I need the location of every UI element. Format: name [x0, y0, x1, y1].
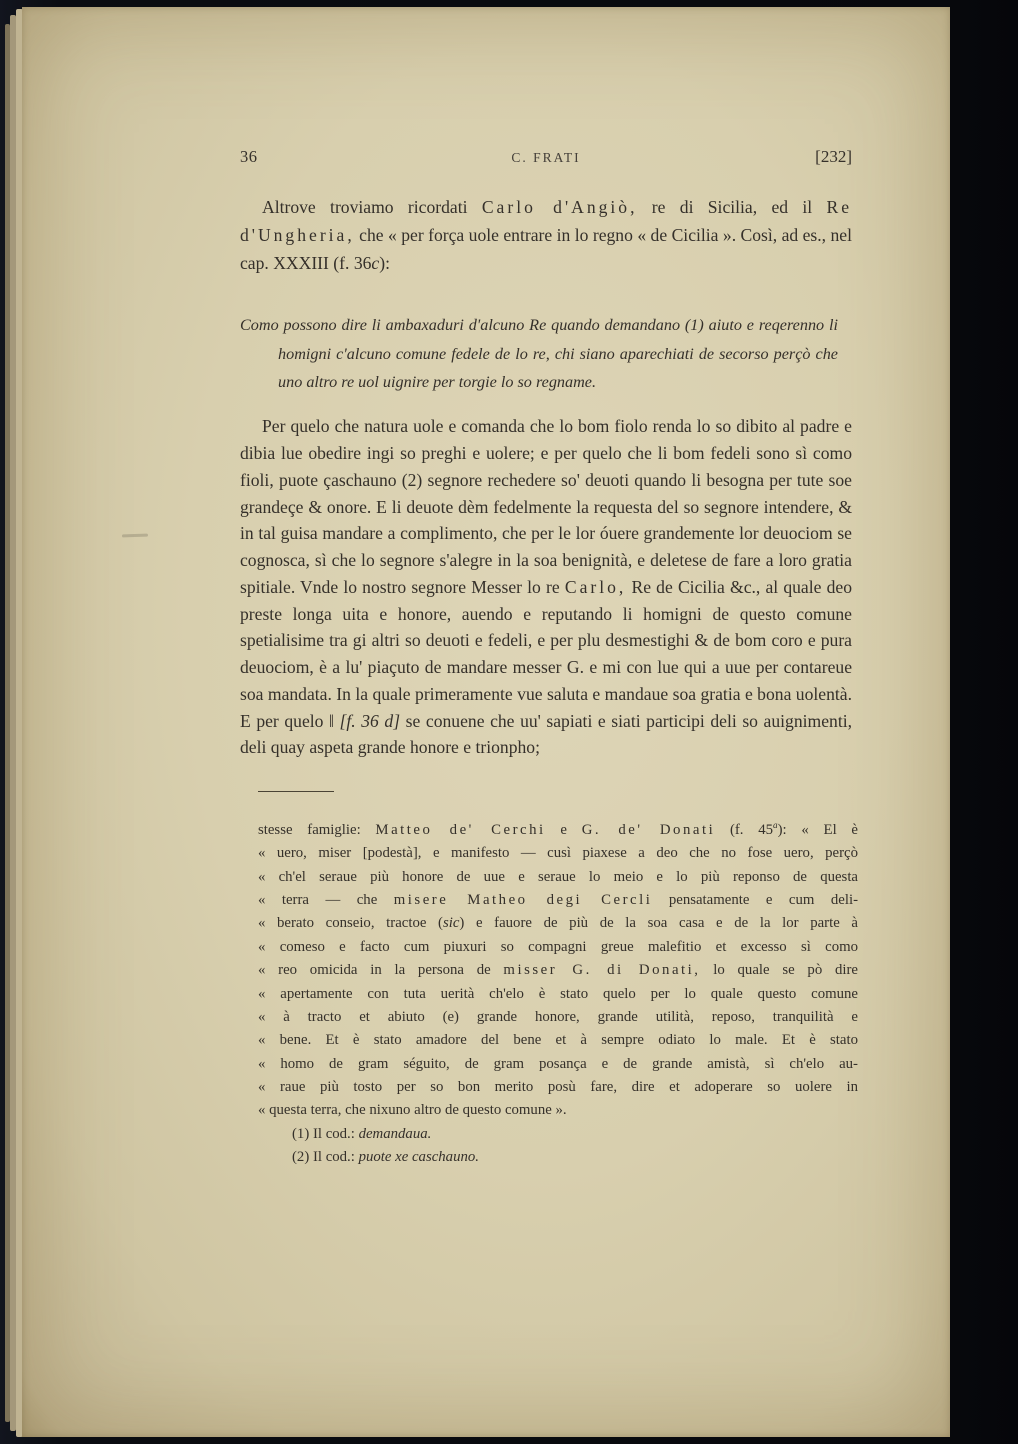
note-reading: puote xe caschauno.	[358, 1149, 479, 1166]
name-carlo-dangio: Carlo d'Angiò,	[481, 197, 638, 217]
footnote-line: « bene. Et è stato amadore del bene et à sempre odiato lo male. Et è stato	[258, 1032, 858, 1049]
footnote-text: ): « El è	[777, 821, 858, 838]
footnote-line: « comeso e facto cum piuxuri so compagni greue malefitio et excesso sì como	[258, 938, 858, 955]
name-g-de-donati: G. de' Donati	[581, 821, 716, 838]
footnote-text: (f. 45	[715, 821, 774, 838]
name-misere-matheo-degi-cercli: misere Matheo degi Cercli	[393, 892, 653, 909]
body-paragraph	[240, 413, 852, 761]
note-reading: demandaua.	[358, 1125, 432, 1142]
folio-reference: [f. 36 d]	[339, 710, 401, 731]
footnote-text: e	[545, 821, 582, 838]
footnote-line: « ch'el seraue più honore de uue e seraue lo meio e lo più reponso de questa	[258, 868, 858, 885]
intro-text: ):	[379, 253, 390, 274]
footnote-text: lo quale se pò dire	[700, 962, 858, 979]
footnote-text: « berato conseio, tractoe (	[258, 915, 443, 932]
page-content	[240, 147, 858, 1170]
name-matteo-de-cerchi: Matteo de' Cerchi	[375, 821, 546, 838]
intro-text: che « per força uole entrare in lo regno « de Cicilia ». Così, ad es., nel cap. XXXIII (f. 36	[240, 225, 852, 274]
intro-text: Altrove troviamo ricordati	[262, 197, 482, 217]
footnote-line	[258, 959, 858, 982]
footnote-line: « uero, miser [podestà], e manifesto — cusì piaxese a deo che no fose uero, perçò	[258, 845, 858, 862]
footnote-text: stesse famiglie:	[258, 821, 376, 838]
running-title: C. FRATI	[511, 150, 581, 165]
note-label: (2) Il cod.:	[292, 1149, 359, 1166]
page-number: 36	[240, 147, 258, 166]
column-reference: [232]	[815, 147, 852, 166]
editorial-note-2	[292, 1146, 858, 1169]
intro-paragraph	[240, 193, 852, 277]
footnote-text: pensatamente e cum deli-	[652, 892, 858, 909]
footnote-separator	[258, 791, 334, 792]
footnote-line	[258, 818, 858, 842]
quoted-chapter-rubric: Como possono dire li ambaxaduri d'alcuno Re quando demandano (1) aiuto e reqerenno li homigni c'alcuno comune fedele de lo re, chi siano aparechiati de secorso perçò che uno altro re uol uignire per torgie lo so regname.	[240, 316, 838, 392]
footnote-line: « homo de gram séguito, de gram posança e de grande amistà, sì ch'elo au-	[258, 1055, 858, 1072]
footnote-text: ) e fauore de più de la soa casa e de la lor parte à	[459, 915, 858, 932]
footnote-text: « reo omicida in la persona de	[258, 962, 504, 979]
footnote-line	[258, 889, 858, 912]
footnote-line: « apertamente con tuta uerità ch'elo è stato quelo per lo quale questo comune	[258, 985, 858, 1002]
book-page	[22, 7, 950, 1437]
body-text: Re de Cicilia &c., al quale deo preste longa uita e honore, auendo e reputando li homigni de questo comune spetialisime tra gi altri so deuoti e fedeli, e per plu desmestighi & de bom coro e pura deuociom, è a lu' piaçuto de mandare messer G. e mi con lue qui a uue per contareue soa mandata. In la quale primeramente vue saluta e mandaue soa gratia e bona uolentà. E per quelo ‖	[240, 576, 852, 731]
footnote-line: « à tracto et abiuto (e) grande honore, grande utilità, reposo, tranquilità e	[258, 1008, 858, 1025]
footnote-line	[258, 912, 858, 935]
footnote-line: « questa terra, che nixuno altro de questo comune ».	[258, 1102, 567, 1119]
sic-marker: sic	[442, 915, 460, 932]
page-header	[240, 147, 852, 167]
name-misser-g-di-donati: misser G. di Donati,	[503, 962, 701, 979]
footnote-line: « raue più tosto per so bon merito posù fare, dire et adoperare so uolere in	[258, 1079, 858, 1096]
footnote-block	[258, 818, 858, 1170]
scan-artifact	[122, 534, 148, 538]
intro-text: re di Sicilia, ed il	[637, 197, 827, 217]
name-re-dungheria: Re d'Ungheria,	[240, 197, 852, 246]
name-carlo: Carlo,	[564, 576, 627, 597]
body-text: Per quelo che natura uole e comanda che lo bom fiolo renda lo so dibito al padre e dibia lue obedire ingi so preghi e uolere; e per quelo che li bom fedeli sono sì como fioli, puote çaschauno (2) segnore rechedere so' deuoti quando li besogna per tute soe grandeçe & onore. E li deuote dèm fedelmente la requesta del so segnore intendere, & in tal guisa mandare a complimento, che per le lor óuere grandemente lor deuociom se cognosca, sì che lo segnore s'alegre in la soa benignità, e deletese de fare a loro gratia spitiale. Vnde lo nostro segnore Messer lo re	[240, 416, 852, 597]
body-text: se conuene che uu' sapiati e siati participi deli so auignimenti, deli quay aspeta grande honore e trionpho;	[240, 710, 852, 758]
note-label: (1) Il cod.:	[292, 1125, 359, 1142]
editorial-note-1	[292, 1123, 858, 1146]
folio-superscript: a	[773, 820, 778, 830]
folio-letter: c	[371, 253, 380, 274]
footnote-text: « terra — che	[258, 892, 394, 909]
